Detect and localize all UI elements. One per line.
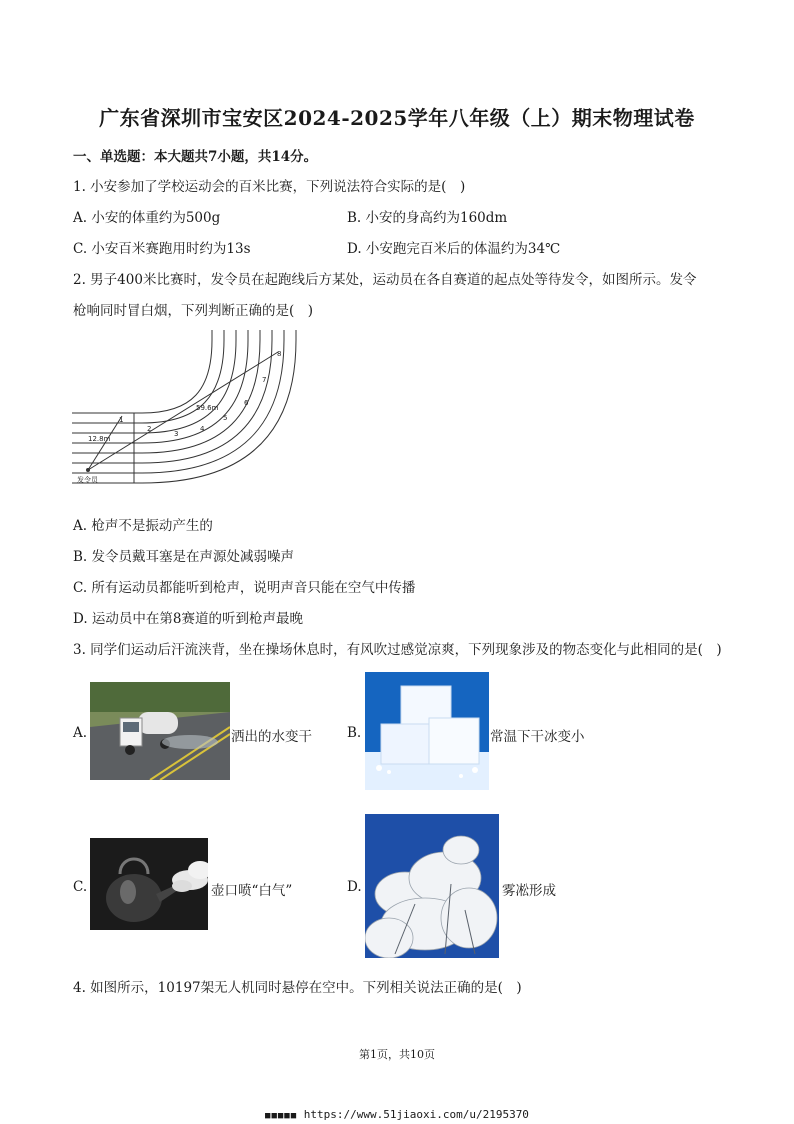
q4-stem: 4. 如图所示，10197架无人机同时悬停在空中。下列相关说法正确的是( ) (73, 980, 522, 996)
q2-option-d: D. 运动员中在第8赛道的听到枪声最晚 (73, 611, 304, 627)
kettle-photo (90, 838, 208, 930)
q1-option-b: B. 小安的身高约为160dm (347, 210, 508, 226)
q3-option-d-letter: D. (347, 879, 362, 895)
q3-option-c-letter: C. (73, 879, 88, 895)
q3-option-c-text: 壶口喷“白气” (211, 883, 293, 899)
lane-6-label: 6 (244, 399, 249, 407)
q3-option-a-text: 洒出的水变干 (231, 729, 312, 745)
q3-option-d-text: 雾凇形成 (502, 883, 556, 899)
lane-2-label: 2 (147, 425, 152, 433)
water-truck-photo (90, 682, 230, 780)
q3-option-a-letter: A. (73, 725, 88, 741)
q3-stem: 3. 同学们运动后汗流浃背，坐在操场休息时，有风吹过感觉凉爽，下列现象涉及的物态变化与此相同的是( ) (73, 642, 722, 658)
q2-option-c: C. 所有运动员都能听到枪声，说明声音只能在空气中传播 (73, 580, 416, 596)
starter-label: 发令员 (77, 476, 98, 484)
q1-stem: 1. 小安参加了学校运动会的百米比赛，下列说法符合实际的是( ) (73, 179, 466, 195)
watermark-url: https://www.51jiaoxi.com/u/2195370 (303, 1108, 529, 1121)
q2-option-a: A. 枪声不是振动产生的 (73, 518, 213, 534)
distance-label-12: 12.8m (88, 435, 111, 443)
q3-option-b-letter: B. (347, 725, 362, 741)
q2-stem-line2: 枪响同时冒白烟，下列判断正确的是( ) (73, 303, 314, 319)
lane-4-label: 4 (200, 425, 205, 433)
watermark-logo: ■■■■■ (265, 1111, 298, 1121)
rime-photo (365, 814, 499, 958)
q1-option-d: D. 小安跑完百米后的体温约为34℃ (347, 241, 561, 257)
watermark (0, 1108, 794, 1121)
lane-1-label: 1 (119, 416, 124, 424)
q2-stem-line1: 2. 男子400米比赛时，发令员在起跑线后方某处，运动员在各自赛道的起点处等待发令，如图所示。发令 (73, 272, 697, 288)
page-footer: 第1页，共10页 (359, 1048, 435, 1061)
lane-5-label: 5 (223, 414, 228, 422)
lane-7-label: 7 (262, 376, 267, 384)
q1-option-c: C. 小安百米赛跑用时约为13s (73, 241, 251, 257)
distance-label-59: 59.6m (196, 404, 219, 412)
lane-3-label: 3 (174, 430, 179, 438)
lane-8-label: 8 (277, 350, 282, 358)
section-heading: 一、单选题：本大题共7小题，共14分。 (73, 149, 318, 165)
page-title: 广东省深圳市宝安区2024-2025学年八年级（上）期末物理试卷 (99, 106, 695, 130)
q1-option-a: A. 小安的体重约为500g (73, 210, 221, 226)
q3-option-b-text: 常温下干冰变小 (490, 729, 585, 745)
track-diagram (72, 330, 302, 490)
q2-option-b: B. 发令员戴耳塞是在声源处减弱噪声 (73, 549, 295, 565)
dry-ice-photo (365, 672, 489, 790)
